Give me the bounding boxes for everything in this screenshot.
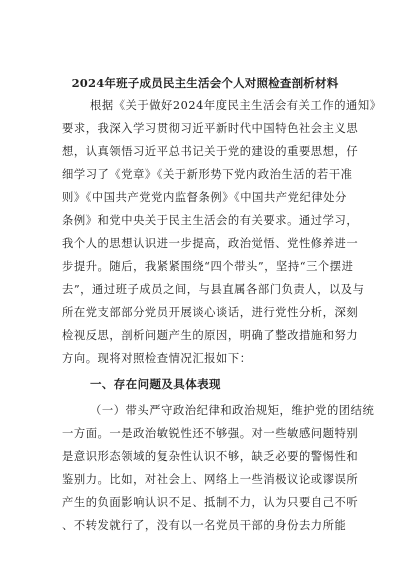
paragraph-line: 细学习了《党章》《关于新形势下党内政治生活的若干准 — [62, 168, 353, 181]
paragraph-line: 想，认真领悟习近平总书记关于党的建设的重要思想，仔 — [62, 145, 359, 158]
paragraph-line: 要求，我深入学习贯彻习近平新时代中国特色社会主义思 — [62, 122, 359, 135]
document-title: 2024年班子成员民主生活会个人对照检查剖析材料 — [71, 76, 339, 90]
paragraph-line: 则》《中国共产党党内监督条例》《中国共产党纪律处分 — [62, 191, 347, 204]
paragraph-line: 步提升。随后，我紧紧围绕“四个带头”，坚持“三个摆进 — [62, 260, 354, 273]
paragraph-line: 去”，通过班子成员之间，与县直属各部门负责人，以及与 — [62, 283, 365, 296]
paragraph-line: 鉴别力。比如，对社会上、网络上一些消极议论或谬误所 — [62, 473, 359, 486]
paragraph-line: 方向。现将对照检查情况汇报如下： — [62, 352, 252, 365]
paragraph-line: 是意识形态领域的复杂性认识不够，缺乏必要的警惕性和 — [62, 450, 359, 463]
paragraph-line: 一方面。一是政治敏锐性还不够强。对一些敏感问题特别 — [62, 427, 359, 440]
paragraph-line: （一）带头严守政治纪律和政治规矩，维护党的团结统 — [90, 404, 375, 417]
paragraph-line: 、不转发就行了，没有以一名党员干部的身份去力所能 — [62, 519, 347, 532]
paragraph-line: 检视反思，剖析问题产生的原因，明确了整改措施和努力 — [62, 329, 359, 342]
paragraph-line: 所在党支部部分党员开展谈心谈话，进行党性分析，深刻 — [62, 306, 359, 319]
paragraph-line: 我个人的思想认识进一步提高，政治觉悟、党性修养进一 — [62, 237, 359, 250]
paragraph-line: 产生的负面影响认识不足、抵制不力，认为只要自己不听 — [62, 496, 359, 509]
paragraph-line: 条例》和党中央关于民主生活会的有关要求。通过学习， — [62, 214, 359, 227]
section-heading: 一、存在问题及具体表现 — [90, 377, 221, 391]
paragraph-line: 根据《关于做好2024年度民主生活会有关工作的通知》 — [90, 99, 382, 112]
